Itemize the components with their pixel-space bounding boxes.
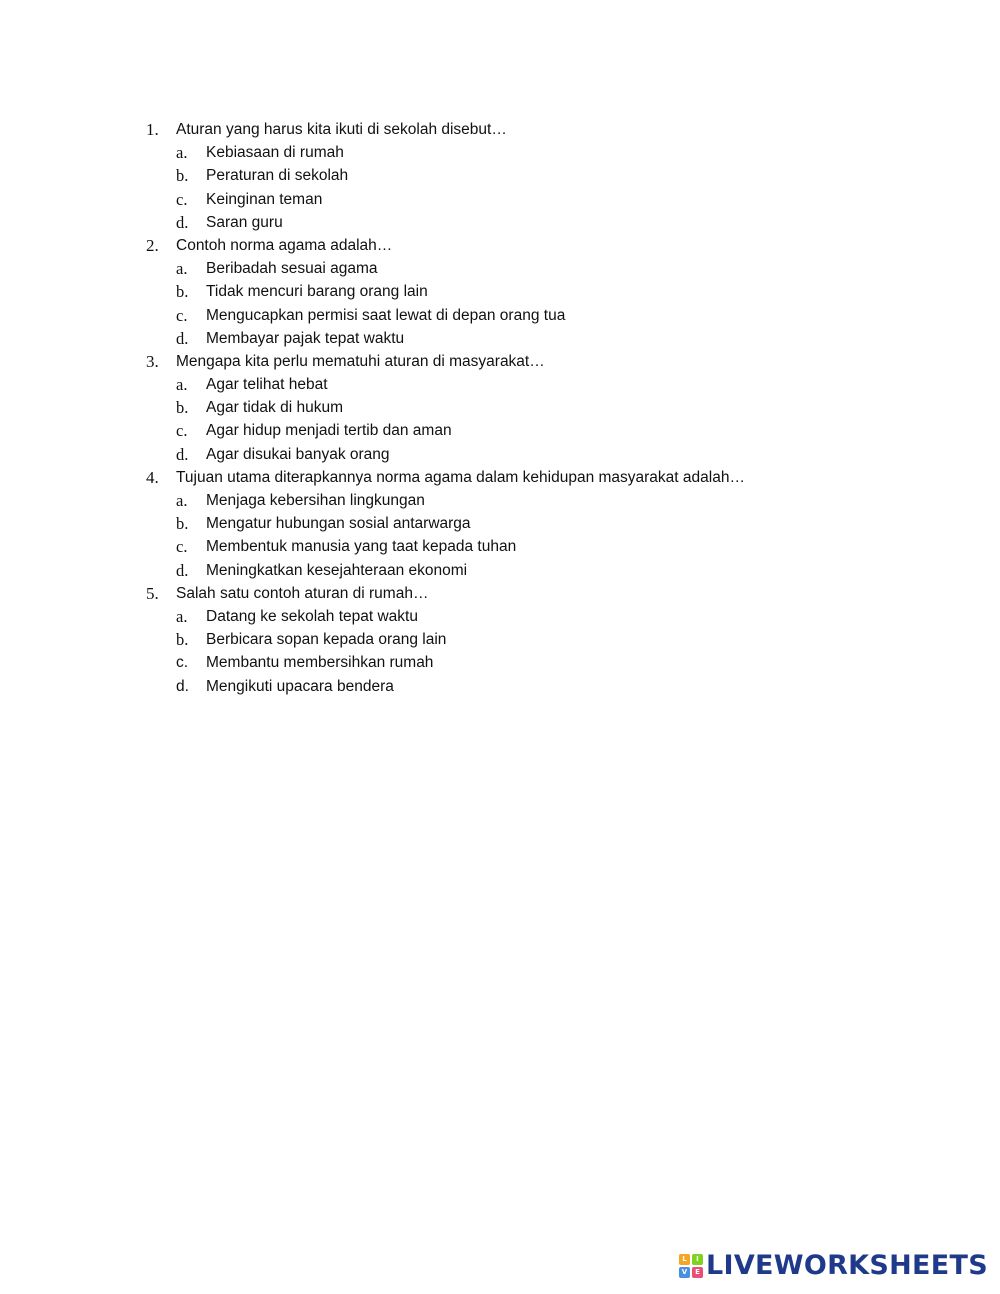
option-letter: b. (176, 166, 189, 186)
option-a (146, 605, 906, 628)
option-letter: b. (176, 282, 189, 302)
question-3 (146, 350, 906, 466)
option-a (146, 373, 906, 396)
question-text: Contoh norma agama adalah… (176, 236, 393, 254)
option-c (146, 304, 906, 327)
option-d (146, 443, 906, 466)
option-a (146, 489, 906, 512)
option-letter: d. (176, 328, 189, 348)
option-a (146, 141, 906, 164)
option-text: Mengucapkan permisi saat lewat di depan orang tua (206, 306, 566, 324)
option-c (146, 188, 906, 211)
logo-badge-cell: V (679, 1267, 690, 1278)
option-letter: d. (176, 560, 189, 580)
option-text: Meningkatkan kesejahteraan ekonomi (206, 561, 468, 579)
question-text: Salah satu contoh aturan di rumah… (176, 584, 429, 602)
option-text: Tidak mencuri barang orang lain (206, 283, 428, 301)
option-letter: d. (176, 212, 189, 232)
option-letter: a. (176, 606, 188, 626)
question-number: 4. (146, 467, 159, 487)
option-letter: c. (176, 305, 188, 325)
question-4 (146, 466, 906, 582)
liveworksheets-logo (679, 1252, 988, 1280)
question-text: Aturan yang harus kita ikuti di sekolah disebut… (176, 121, 507, 138)
question-5 (146, 582, 906, 698)
option-letter: b. (176, 514, 189, 534)
question-text: Mengapa kita perlu mematuhi aturan di masyarakat… (176, 352, 545, 370)
question-number: 1. (146, 120, 159, 139)
option-c (146, 651, 906, 674)
question-2 (146, 234, 906, 350)
logo-badge-icon (679, 1254, 703, 1278)
option-b (146, 164, 906, 187)
option-letter: a. (176, 375, 188, 395)
option-text: Beribadah sesuai agama (206, 260, 378, 278)
option-text: Membentuk manusia yang taat kepada tuhan (206, 538, 517, 556)
logo-badge-cell: I (692, 1254, 703, 1265)
question-row (146, 118, 906, 141)
option-letter: c. (176, 537, 188, 557)
option-text: Agar disukai banyak orang (206, 445, 390, 463)
question-number: 2. (146, 235, 159, 255)
option-d (146, 559, 906, 582)
option-d (146, 675, 906, 698)
logo-badge-cell: L (679, 1254, 690, 1265)
option-c (146, 419, 906, 442)
option-letter: a. (176, 259, 188, 279)
question-row (146, 466, 906, 489)
option-text: Mengatur hubungan sosial antarwarga (206, 515, 471, 533)
option-text: Mengikuti upacara bendera (206, 677, 394, 695)
option-letter: d. (176, 677, 189, 695)
option-text: Saran guru (206, 213, 283, 231)
option-letter: a. (176, 491, 188, 510)
option-letter: c. (176, 421, 188, 441)
option-text: Kebiasaan di rumah (206, 144, 344, 162)
option-c (146, 535, 906, 558)
question-row (146, 234, 906, 257)
question-number: 3. (146, 351, 159, 371)
option-text: Agar tidak di hukum (206, 399, 343, 417)
option-text: Berbicara sopan kepada orang lain (206, 631, 447, 649)
option-b (146, 280, 906, 303)
option-b (146, 512, 906, 535)
option-letter: c. (176, 654, 189, 672)
option-d (146, 327, 906, 350)
question-text: Tujuan utama diterapkannya norma agama dalam kehidupan masyarakat adalah… (176, 468, 745, 486)
option-text: Membantu membersihkan rumah (206, 654, 434, 672)
logo-text: LIVEWORKSHEETS (705, 1250, 988, 1281)
question-number: 5. (146, 583, 159, 603)
option-text: Menjaga kebersihan lingkungan (206, 492, 425, 509)
option-text: Peraturan di sekolah (206, 167, 349, 185)
option-letter: d. (176, 444, 189, 464)
option-letter: b. (176, 630, 189, 650)
question-row (146, 350, 906, 373)
option-text: Keinginan teman (206, 190, 323, 208)
option-text: Agar hidup menjadi tertib dan aman (206, 422, 452, 440)
option-text: Agar telihat hebat (206, 376, 328, 394)
option-letter: c. (176, 189, 188, 209)
logo-badge-cell: E (692, 1267, 703, 1278)
option-b (146, 396, 906, 419)
question-1 (146, 118, 906, 234)
option-text: Datang ke sekolah tepat waktu (206, 607, 418, 625)
option-b (146, 628, 906, 651)
option-letter: a. (176, 143, 188, 163)
option-text: Membayar pajak tepat waktu (206, 329, 405, 347)
option-a (146, 257, 906, 280)
worksheet (146, 118, 906, 698)
option-d (146, 211, 906, 234)
option-letter: b. (176, 398, 189, 418)
question-row (146, 582, 906, 605)
